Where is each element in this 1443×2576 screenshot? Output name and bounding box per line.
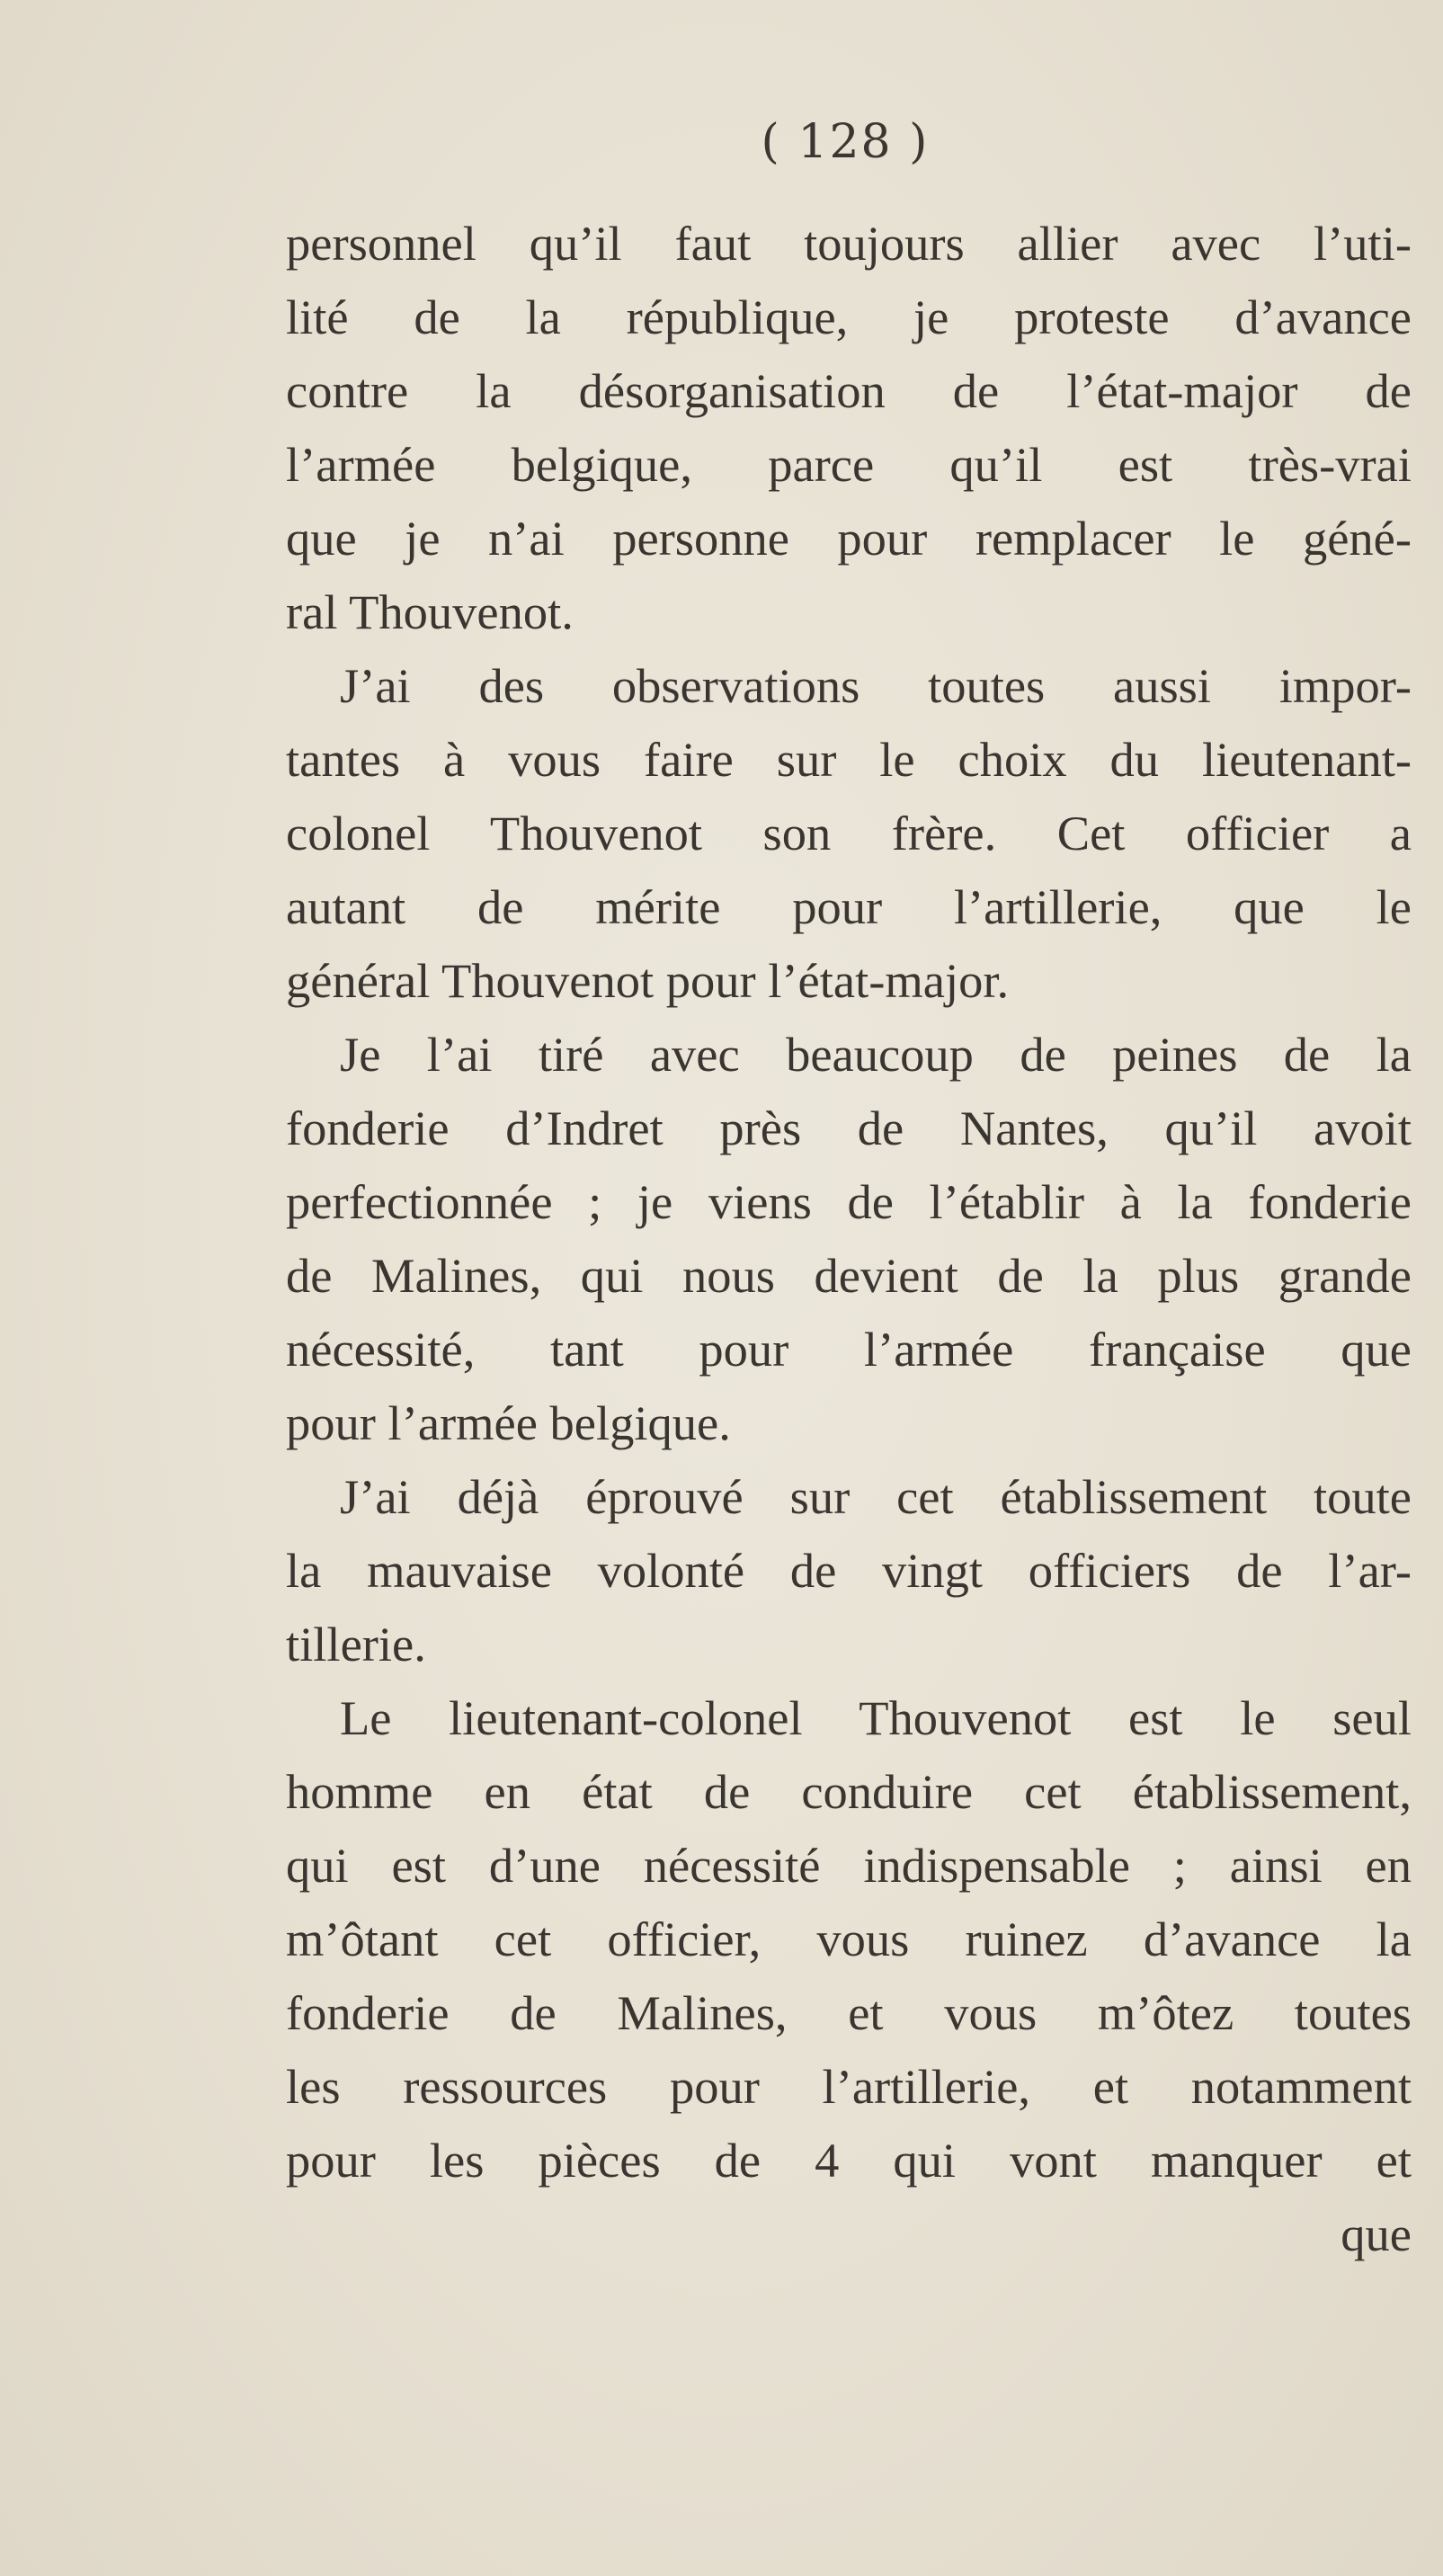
catchword: que [1341, 2206, 1412, 2261]
text-line: de Malines, qui nous devient de la plus grande [286, 1248, 1412, 1303]
text-line: ral Thouvenot. [286, 584, 574, 639]
text-line: nécessité, tant pour l’armée française que [286, 1322, 1412, 1377]
text-line: J’ai déjà éprouvé sur cet établissement toute [340, 1469, 1412, 1524]
text-line: fonderie de Malines, et vous m’ôtez toutes [286, 1985, 1412, 2040]
page-number: ( 128 ) [761, 115, 930, 169]
text-line: qui est d’une nécessité indispensable ; ainsi en [286, 1838, 1412, 1893]
text-line: Le lieutenant-colonel Thouvenot est le seul [340, 1690, 1412, 1745]
text-line: autant de mérite pour l’artillerie, que le [286, 879, 1412, 934]
text-line: J’ai des observations toutes aussi impor- [340, 658, 1412, 713]
text-line: Je l’ai tiré avec beaucoup de peines de la [340, 1027, 1412, 1082]
text-line: général Thouvenot pour l’état-major. [286, 953, 1010, 1008]
text-line: les ressources pour l’artillerie, et notamment [286, 2059, 1412, 2114]
text-line: que je n’ai personne pour remplacer le géné- [286, 511, 1412, 566]
text-line: homme en état de conduire cet établissement, [286, 1764, 1412, 1819]
text-line: colonel Thouvenot son frère. Cet officier a [286, 806, 1412, 860]
text-line: tantes à vous faire sur le choix du lieutenant- [286, 732, 1412, 787]
text-line: pour les pièces de 4 qui vont manquer et [286, 2133, 1412, 2188]
text-line: fonderie d’Indret près de Nantes, qu’il avoit [286, 1101, 1412, 1155]
text-line: contre la désorganisation de l’état-major de [286, 363, 1412, 418]
text-line: lité de la république, je proteste d’avance [286, 290, 1412, 344]
text-line: perfectionnée ; je viens de l’établir à la fonderie [286, 1174, 1412, 1229]
text-line: l’armée belgique, parce qu’il est très-vrai [286, 437, 1412, 492]
text-line: personnel qu’il faut toujours allier avec l’uti- [286, 216, 1412, 271]
text-line: la mauvaise volonté de vingt officiers de l’ar- [286, 1543, 1412, 1598]
text-line: tillerie. [286, 1617, 426, 1671]
text-line: pour l’armée belgique. [286, 1395, 731, 1450]
text-line: m’ôtant cet officier, vous ruinez d’avance la [286, 1912, 1412, 1966]
body-text [286, 207, 1412, 2271]
